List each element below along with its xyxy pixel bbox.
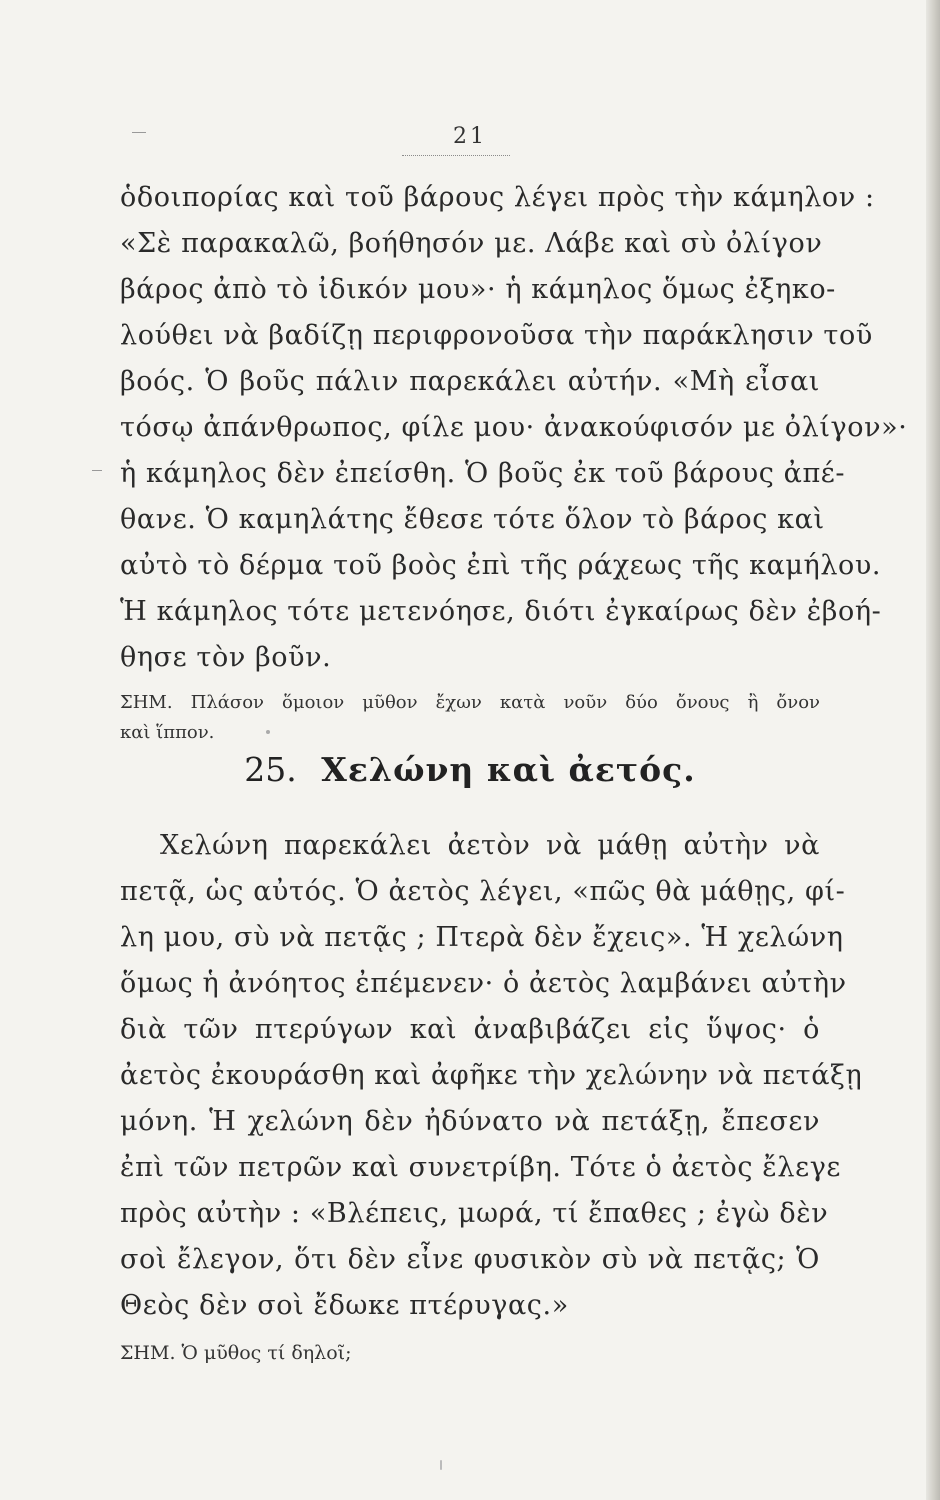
paragraph1-line: αὐτὸ τὸ δέρμα τοῦ βοὸς ἐπὶ τῆς ράχεως τῆς καμήλου.: [120, 550, 882, 581]
margin-mark: [92, 470, 102, 471]
paragraph2-line: λη μου, σὺ νὰ πετᾷς ; Πτερὰ δὲν ἔχεις». Ἡ χελώνη: [120, 922, 844, 953]
section-title: Χελώνη καὶ ἀετός.: [321, 750, 696, 789]
paragraph2-line: Χελώνη παρεκάλει ἀετὸν νὰ μάθῃ αὐτὴν νὰ: [160, 830, 820, 861]
paragraph2-line: ἀετὸς ἐκουράσθη καὶ ἀφῆκε τὴν χελώνην νὰ πετάξῃ: [120, 1060, 863, 1091]
paragraph1-line: ὁδοιπορίας καὶ τοῦ βάρους λέγει πρὸς τὴν κάμηλον :: [120, 182, 875, 213]
paragraph1-line: θανε. Ὁ καμηλάτης ἔθεσε τότε ὅλον τὸ βάρος καὶ: [120, 504, 825, 535]
paragraph1-line: ἡ κάμηλος δὲν ἐπείσθη. Ὁ βοῦς ἐκ τοῦ βάρους ἀπέ-: [120, 458, 846, 489]
paragraph1-line: Ἡ κάμηλος τότε μετενόησε, διότι ἐγκαίρως δὲν ἐβοή-: [120, 596, 882, 627]
paragraph2-line: σοὶ ἔλεγον, ὅτι δὲν εἶνε φυσικὸν σὺ νὰ πετᾷς; Ὁ: [120, 1244, 820, 1275]
paragraph1-line: θησε τὸν βοῦν.: [120, 642, 332, 673]
paragraph2-line: διὰ τῶν πτερύγων καὶ ἀναβιβάζει εἰς ὕψος· ὁ: [120, 1014, 820, 1045]
paragraph1-line: «Σὲ παρακαλῶ, βοήθησόν με. Λάβε καὶ σὺ ὀλίγον: [120, 228, 823, 259]
paragraph1-line: λούθει νὰ βαδίζῃ περιφρονοῦσα τὴν παράκλησιν τοῦ: [120, 320, 873, 351]
paragraph1-line: τόσῳ ἀπάνθρωπος, φίλε μου· ἀνακούφισόν με ὀλίγον»·: [120, 412, 908, 443]
section-heading: [0, 748, 940, 792]
page-number-rule: [402, 155, 510, 156]
note-line: ΣΗΜ. Ὁ μῦθος τί δηλοῖ;: [120, 1342, 352, 1364]
note-line: καὶ ἵππον.: [120, 722, 215, 743]
paragraph2-line: πρὸς αὐτὴν : «Βλέπεις, μωρά, τί ἔπαθες ; ἐγὼ δὲν: [120, 1198, 829, 1229]
paragraph2-line: ἐπὶ τῶν πετρῶν καὶ συνετρίβη. Τότε ὁ ἀετὸς ἔλεγε: [120, 1152, 842, 1183]
paper-speck: [440, 1460, 442, 1470]
note-line: ΣΗΜ. Πλάσον ὅμοιον μῦθον ἔχων κατὰ νοῦν δύο ὄνους ἢ ὄνον: [120, 692, 820, 713]
page-number: 21: [453, 124, 487, 149]
paragraph2-line: Θεὸς δὲν σοὶ ἔδωκε πτέρυγας.»: [120, 1290, 569, 1321]
paragraph2-line: ὅμως ἡ ἀνόητος ἐπέμενεν· ὁ ἀετὸς λαμβάνει αὐτὴν: [120, 968, 847, 999]
paragraph1-line: βάρος ἀπὸ τὸ ἰδικόν μου»· ἡ κάμηλος ὅμως ἐξηκο-: [120, 274, 836, 305]
paragraph2-line: μόνη. Ἡ χελώνη δὲν ἠδύνατο νὰ πετάξῃ, ἔπεσεν: [120, 1106, 820, 1137]
paper-speck: [266, 730, 270, 734]
section-number: 25.: [244, 750, 297, 789]
paragraph1-line: βοός. Ὁ βοῦς πάλιν παρεκάλει αὐτήν. «Μὴ εἶσαι: [120, 366, 820, 397]
paragraph2-line: πετᾷ, ὡς αὐτός. Ὁ ἀετὸς λέγει, «πῶς θὰ μάθῃς, φί-: [120, 876, 846, 907]
